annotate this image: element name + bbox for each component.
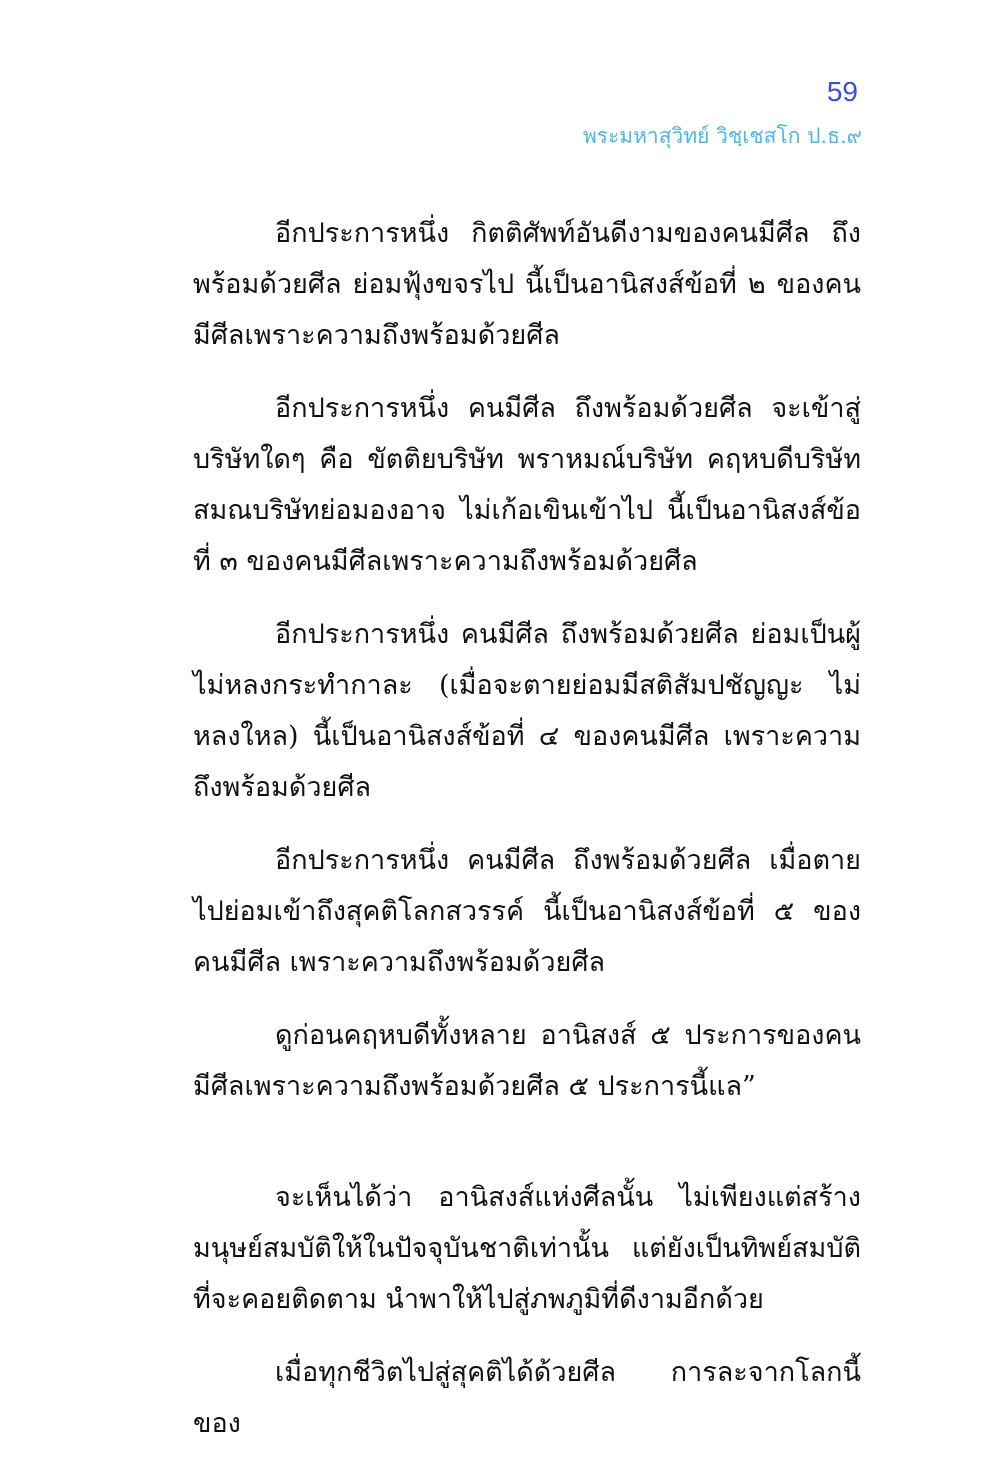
paragraph-commentary: จะเห็นได้ว่า อานิสงส์แห่งศีลนั้น ไม่เพียงแต่สร้างมนุษย์สมบัติให้ในปัจจุบันชาติเท่านั้น แต่ยังเป็นทิพย์สมบัติที่จะคอยติดตาม นำพาให้ไปสู่ภพภูมิที่ดีงามอีกด้วย <box>193 1182 861 1315</box>
running-header-author: พระมหาสุวิทย์ วิชฺเชสโก ป.ธ.๙ <box>582 124 862 148</box>
page-body <box>193 208 861 1471</box>
paragraph-benefit-4: อีกประการหนึ่ง คนมีศีล ถึงพร้อมด้วยศีล ย่อมเป็นผู้ไม่หลงกระทำกาละ (เมื่อจะตายย่อมมีสติสัมปชัญญะ ไม่หลงใหล) นี้เป็นอานิสงส์ข้อที่ ๔ ของคนมีศีล เพราะความถึงพร้อมด้วยศีล <box>193 619 861 803</box>
paragraph-continuation: เมื่อทุกชีวิตไปสู่สุคติได้ด้วยศีล การละจากโลกนี้ของ <box>193 1357 861 1439</box>
paragraph-benefit-2: อีกประการหนึ่ง กิตติศัพท์อันดีงามของคนมีศีล ถึงพร้อมด้วยศีล ย่อมฟุ้งขจรไป นี้เป็นอานิสงส์ข้อที่ ๒ ของคนมีศีลเพราะความถึงพร้อมด้วยศีล <box>193 218 861 351</box>
paragraph-summary-quote: ดูก่อนคฤหบดีทั้งหลาย อานิสงส์ ๕ ประการของคนมีศีลเพราะความถึงพร้อมด้วยศีล ๕ ประการนี้แล” <box>193 1020 861 1102</box>
paragraph-benefit-3: อีกประการหนึ่ง คนมีศีล ถึงพร้อมด้วยศีล จะเข้าสู่บริษัทใดๆ คือ ขัตติยบริษัท พราหมณ์บริษัท คฤหบดีบริษัท สมณบริษัทย่อมองอาจ ไม่เก้อเขินเข้าไป นี้เป็นอานิสงส์ข้อที่ ๓ ของคนมีศีลเพราะความถึงพร้อมด้วยศีล <box>193 393 861 577</box>
paragraph-benefit-5: อีกประการหนึ่ง คนมีศีล ถึงพร้อมด้วยศีล เมื่อตายไปย่อมเข้าถึงสุคติโลกสวรรค์ นี้เป็นอานิสงส์ข้อที่ ๕ ของคนมีศีล เพราะความถึงพร้อมด้วยศีล <box>193 845 861 978</box>
page-number: 59 <box>826 76 858 107</box>
